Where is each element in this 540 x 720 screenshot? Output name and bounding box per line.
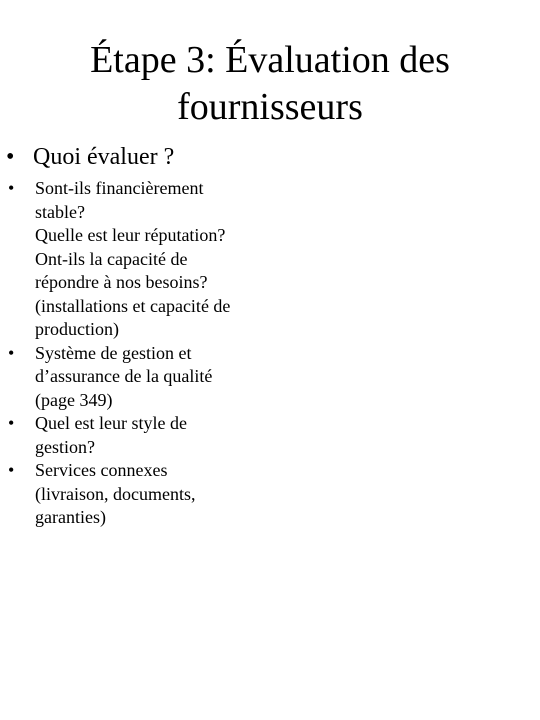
- list-item-line: (livraison, documents,: [35, 483, 196, 504]
- slide-title-line: Étape 3: Évaluation des: [90, 39, 450, 81]
- list-item: [0, 342, 300, 413]
- list-item-line: production): [35, 319, 119, 339]
- list-item-line: Sont-ils financièrement: [35, 178, 204, 198]
- list-item-line: Quelle est leur réputation?: [35, 225, 226, 245]
- bullet-icon: •: [8, 413, 15, 433]
- list-item-line: garanties): [35, 507, 106, 527]
- list-item-line: Quel est leur style de: [35, 413, 187, 433]
- list-item-line: Système de gestion et: [35, 342, 192, 363]
- list-item-line: d’assurance de la qualité: [35, 366, 213, 386]
- bullet-icon: •: [8, 178, 15, 198]
- list-item-line: (installations et capacité de: [35, 295, 231, 316]
- bullet-icon: •: [8, 342, 15, 363]
- list-item-line: stable?: [35, 201, 85, 222]
- list-item: [0, 412, 300, 459]
- list-item: [0, 177, 300, 342]
- list-item-line: Ont-ils la capacité de: [35, 248, 188, 269]
- slide-title: [0, 37, 540, 131]
- list-item-line: Services connexes: [35, 460, 168, 480]
- list-item-line: répondre à nos besoins?: [35, 272, 208, 292]
- list-item-line: gestion?: [35, 436, 95, 457]
- list-item: [0, 459, 300, 530]
- criteria-list: [0, 177, 300, 530]
- main-bullet-text: Quoi évaluer ?: [33, 144, 175, 170]
- slide-title-line: fournisseurs: [177, 86, 363, 128]
- bullet-icon: •: [6, 144, 15, 170]
- list-item-line: (page 349): [35, 389, 113, 410]
- bullet-icon: •: [8, 460, 15, 480]
